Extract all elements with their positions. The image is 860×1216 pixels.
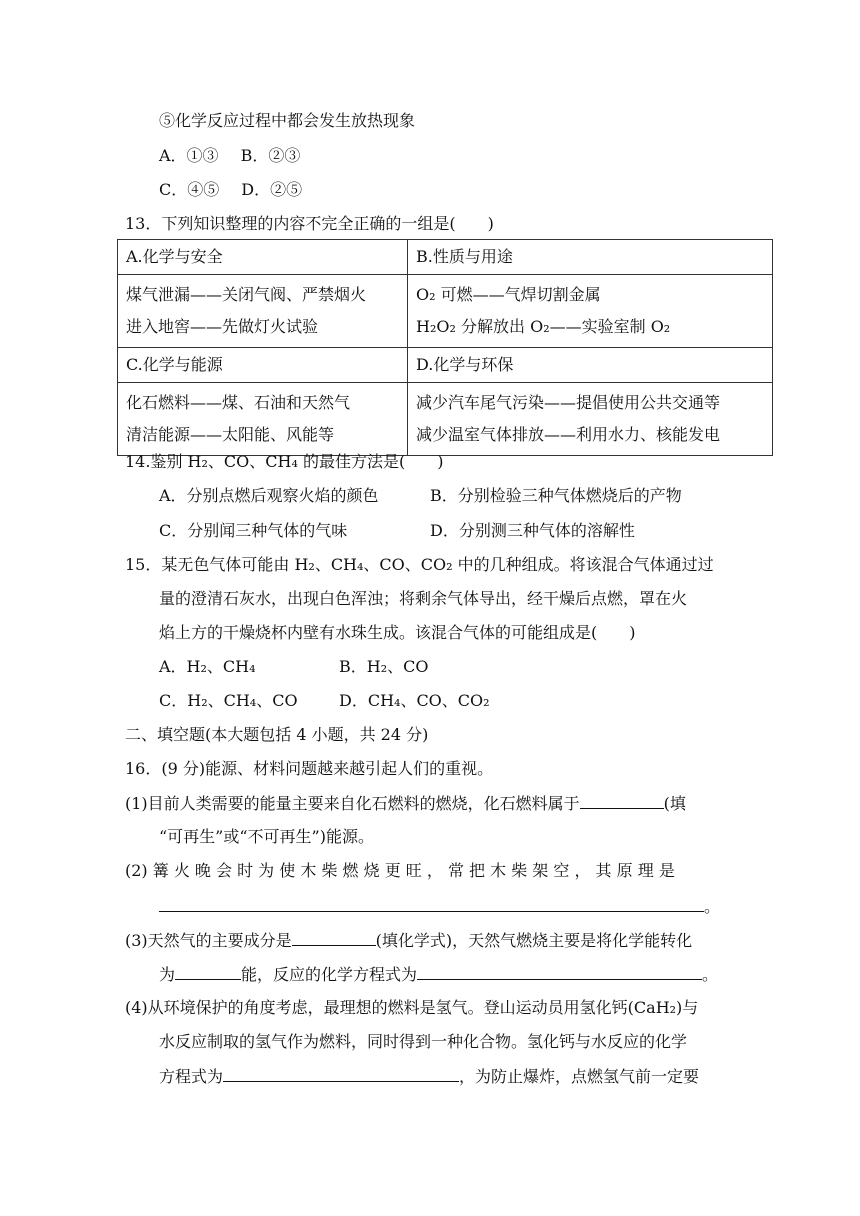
q12-option-a: A．①③ — [159, 146, 219, 165]
q13-knowledge-table — [117, 239, 773, 456]
period: 。 — [704, 897, 721, 916]
q12-options-row-1 — [159, 145, 300, 167]
q16-part-1-text: (1)目前人类需要的能量主要来自化石燃料的燃烧，化石燃料属于 — [125, 794, 580, 813]
q16-part-3-line-2 — [159, 963, 718, 986]
q16-stem: 16．(9 分)能源、材料问题越来越引起人们的重视。 — [125, 759, 494, 778]
q16-part-2-line-2 — [159, 895, 720, 918]
table-line: 清洁能源——太阳能、风能等 — [126, 425, 335, 444]
section-2-heading: 二、填空题(本大题包括 4 小题，共 24 分) — [125, 725, 429, 744]
q14-stem: 14.鉴别 H₂、CO、CH₄ 的最佳方法是( ) — [125, 452, 444, 471]
q14-option-a: A．分别点燃后观察火焰的颜色 — [159, 486, 379, 505]
q15-stem-line-3: 焰上方的干燥烧杯内壁有水珠生成。该混合气体的可能组成是( ) — [159, 623, 636, 642]
answer-blank[interactable] — [223, 1065, 459, 1082]
answer-blank[interactable] — [159, 895, 704, 912]
q15-option-c: C．H₂、CH₄、CO — [159, 691, 298, 710]
q12-option-c: C．④⑤ — [159, 180, 220, 199]
q16-part-3-text: (3)天然气的主要成分是 — [125, 931, 292, 950]
q15-stem-line-1: 15．某无色气体可能由 H₂、CH₄、CO、CO₂ 中的几种组成。将该混合气体通过过 — [125, 555, 714, 574]
table-line: O₂ 可燃——气焊切割金属 — [416, 285, 601, 304]
table-cell-c-body — [118, 383, 408, 456]
q16-part-4-line-1: (4)从环境保护的角度考虑，最理想的燃料是氢气。登山运动员用氢化钙(CaH₂)与 — [125, 998, 699, 1017]
period: 。 — [702, 965, 719, 984]
q16-part-4-line-2: 水反应制取的氢气作为燃料，同时得到一种化合物。氢化钙与水反应的化学 — [159, 1032, 688, 1051]
answer-blank[interactable] — [292, 929, 376, 946]
answer-blank[interactable] — [417, 963, 702, 980]
q15-option-a: A．H₂、CH₄ — [159, 657, 256, 676]
q16-part-1-line-1 — [125, 792, 686, 815]
q13-stem: 13．下列知识整理的内容不完全正确的一组是( ) — [125, 214, 494, 233]
q12-option-d: D．②⑤ — [241, 180, 303, 199]
table-cell-c-head: C.化学与能源 — [118, 348, 408, 383]
table-line: H₂O₂ 分解放出 O₂——实验室制 O₂ — [416, 317, 671, 336]
q12-options-row-2 — [159, 179, 302, 201]
table-cell-d-head: D.化学与环保 — [408, 348, 773, 383]
q16-part-3-text: (填化学式)，天然气燃烧主要是将化学能转化 — [375, 931, 693, 950]
answer-blank[interactable] — [175, 963, 241, 980]
q16-part-1-line-2: “可再生”或“不可再生”)能源。 — [159, 827, 374, 846]
table-line: 煤气泄漏——关闭气阀、严禁烟火 — [126, 285, 367, 304]
q12-option-b: B．②③ — [240, 146, 301, 165]
q15-option-b: B．H₂、CO — [339, 657, 429, 676]
table-cell-b-head: B.性质与用途 — [408, 240, 773, 275]
q16-part-2-line-1: (2) 篝 火 晚 会 时 为 使 木 柴 燃 烧 更 旺 ， 常 把 木 柴 架 空 ， 其 原 理 是 — [125, 861, 675, 880]
table-line: 进入地窖——先做灯火试验 — [126, 317, 319, 336]
q16-part-4-text: 方程式为 — [159, 1067, 224, 1086]
q14-option-c: C．分别闻三种气体的气味 — [159, 521, 348, 540]
q15-stem-line-2: 量的澄清石灰水，出现白色浑浊；将剩余气体导出，经干燥后点燃，罩在火 — [159, 589, 688, 608]
table-line: 减少汽车尾气污染——提倡使用公共交通等 — [416, 393, 721, 412]
table-line: 减少温室气体排放——利用水力、核能发电 — [416, 425, 721, 444]
table-cell-d-body — [408, 383, 773, 456]
table-cell-a-head: A.化学与安全 — [118, 240, 408, 275]
q16-part-1-text: (填 — [663, 794, 686, 813]
q15-option-d: D．CH₄、CO、CO₂ — [339, 691, 490, 710]
q16-part-4-text: ，为防止爆炸，点燃氢气前一定要 — [459, 1067, 700, 1086]
q12-item-5: ⑤化学反应过程中都会发生放热现象 — [159, 111, 416, 130]
answer-blank[interactable] — [580, 792, 664, 809]
q16-part-3-line-1 — [125, 929, 692, 952]
q16-part-3-text: 能，反应的化学方程式为 — [241, 965, 418, 984]
table-line: 化石燃料——煤、石油和天然气 — [126, 393, 351, 412]
q16-part-3-text: 为 — [159, 965, 176, 984]
table-cell-b-body — [408, 275, 773, 348]
table-cell-a-body — [118, 275, 408, 348]
q16-part-4-line-3 — [159, 1065, 699, 1088]
q14-option-b: B．分别检验三种气体燃烧后的产物 — [430, 486, 682, 505]
q14-option-d: D．分别测三种气体的溶解性 — [430, 521, 635, 540]
